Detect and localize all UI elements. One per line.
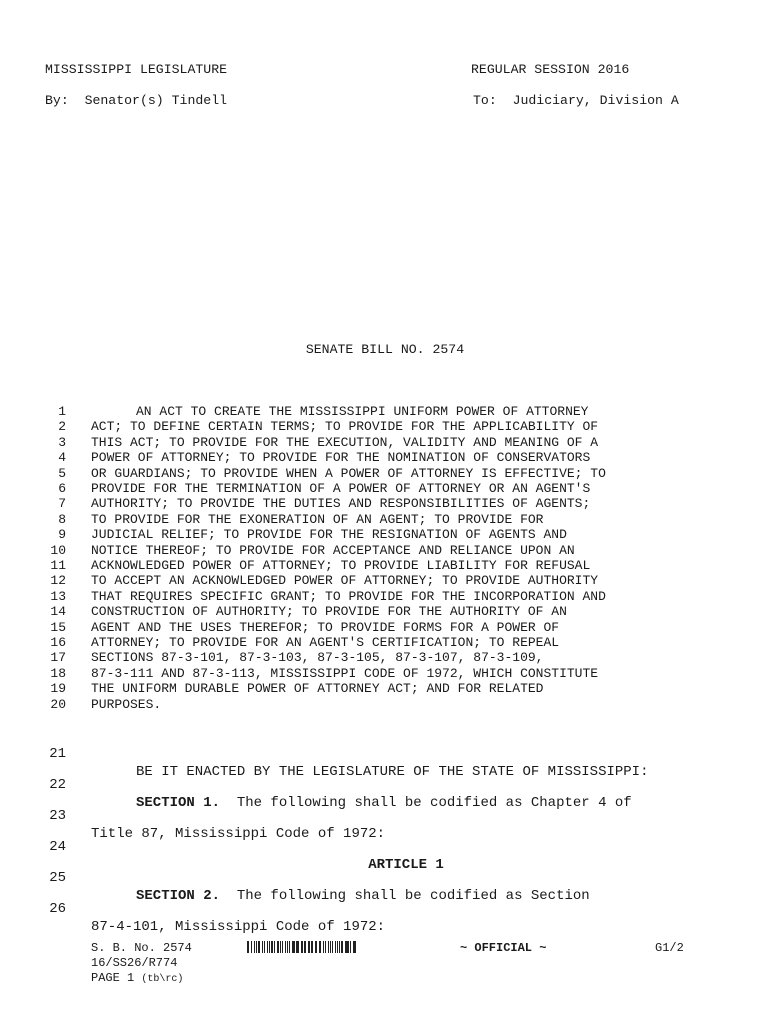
bill-title: SENATE BILL NO. 2574 bbox=[305, 342, 465, 357]
barcode-bar bbox=[293, 941, 295, 953]
line-text: THAT REQUIRES SPECIFIC GRANT; TO PROVIDE FOR THE INCORPORATION AND bbox=[91, 588, 606, 604]
line-text: AN ACT TO CREATE THE MISSISSIPPI UNIFORM POWER OF ATTORNEY bbox=[136, 404, 589, 419]
line-number: 24 bbox=[49, 839, 66, 855]
title-line bbox=[40, 450, 720, 465]
line-number: 22 bbox=[49, 777, 66, 793]
page-footer bbox=[91, 941, 192, 987]
title-line bbox=[40, 512, 720, 527]
line-number: 25 bbox=[49, 870, 66, 886]
line-text: NOTICE THEREOF; TO PROVIDE FOR ACCEPTANCE AND RELIANCE UPON AN bbox=[91, 542, 575, 558]
section-2-cont bbox=[40, 882, 730, 935]
barcode-bar bbox=[271, 941, 273, 953]
line-text: ACKNOWLEDGED POWER OF ATTORNEY; TO PROVIDE LIABILITY FOR REFUSAL bbox=[91, 558, 591, 573]
barcode-bar bbox=[296, 941, 299, 953]
section-1-cont bbox=[40, 789, 730, 842]
title-line bbox=[40, 466, 720, 481]
line-text: POWER OF ATTORNEY; TO PROVIDE FOR THE NOMINATION OF CONSERVATORS bbox=[91, 450, 591, 466]
barcode-bar bbox=[277, 941, 280, 953]
barcode-bar bbox=[328, 941, 329, 953]
barcode-bar bbox=[274, 941, 275, 953]
barcode-bar bbox=[287, 941, 288, 953]
barcode-bar bbox=[325, 941, 327, 953]
section-heading: SECTION 1. bbox=[136, 795, 221, 811]
section-text: The following shall be codified as Section bbox=[220, 888, 590, 904]
line-number: 3 bbox=[58, 434, 66, 450]
barcode-bar bbox=[302, 941, 303, 953]
line-text: TO PROVIDE FOR THE EXONERATION OF AN AGENT; TO PROVIDE FOR bbox=[91, 511, 544, 527]
footer-page-number: PAGE 1 bbox=[91, 971, 135, 985]
line-text: 87-4-101, Mississippi Code of 1972: bbox=[91, 919, 386, 935]
line-text: TO ACCEPT AN ACKNOWLEDGED POWER OF ATTORNEY; TO PROVIDE AUTHORITY bbox=[91, 573, 599, 589]
barcode-icon bbox=[247, 941, 357, 953]
section-heading: SECTION 2. bbox=[136, 888, 221, 904]
line-text: ATTORNEY; TO PROVIDE FOR AN AGENT'S CERTIFICATION; TO REPEAL bbox=[91, 635, 560, 650]
article-heading: ARTICLE 1 bbox=[368, 857, 444, 873]
line-number: 16 bbox=[50, 635, 66, 650]
line-text: Title 87, Mississippi Code of 1972: bbox=[91, 826, 386, 842]
footer-typist: (tb\rc) bbox=[141, 974, 184, 985]
barcode-bar bbox=[350, 941, 351, 953]
line-number: 12 bbox=[50, 573, 66, 589]
barcode-bar bbox=[256, 941, 257, 953]
page-id: G1/2 bbox=[655, 941, 684, 955]
barcode-bar bbox=[289, 941, 290, 953]
barcode-bar bbox=[335, 941, 336, 953]
barcode-bar bbox=[311, 941, 313, 953]
line-text: CONSTRUCTION OF AUTHORITY; TO PROVIDE FOR THE AUTHORITY OF AN bbox=[91, 604, 567, 620]
barcode-bar bbox=[341, 941, 343, 953]
barcode-bar bbox=[267, 941, 268, 953]
footer-page bbox=[91, 971, 192, 987]
line-number: 5 bbox=[58, 465, 66, 481]
article-heading-line bbox=[40, 820, 730, 873]
title-line bbox=[40, 681, 720, 696]
title-line bbox=[40, 635, 720, 650]
line-number: 15 bbox=[50, 619, 66, 635]
title-line bbox=[40, 481, 720, 496]
barcode-bar bbox=[264, 941, 266, 953]
title-line bbox=[40, 527, 720, 542]
committee-line: To: Judiciary, Division A bbox=[473, 93, 679, 108]
title-line bbox=[40, 650, 720, 665]
line-text: BE IT ENACTED BY THE LEGISLATURE OF THE STATE OF MISSISSIPPI: bbox=[136, 764, 649, 780]
line-text: PURPOSES. bbox=[91, 696, 162, 712]
line-text: AGENT AND THE USES THEREFOR; TO PROVIDE FORMS FOR A POWER OF bbox=[91, 619, 560, 635]
line-text: AUTHORITY; TO PROVIDE THE DUTIES AND RESPONSIBILITIES OF AGENTS; bbox=[91, 496, 591, 512]
title-line bbox=[40, 697, 720, 712]
barcode-bar bbox=[258, 941, 261, 953]
enacting-clause bbox=[40, 727, 730, 780]
title-line bbox=[40, 404, 720, 419]
title-line bbox=[40, 573, 720, 588]
footer-bill-number: S. B. No. 2574 bbox=[91, 941, 192, 955]
line-number: 4 bbox=[58, 450, 66, 466]
line-number: 19 bbox=[50, 681, 66, 697]
line-number: 11 bbox=[50, 558, 66, 573]
line-number: 2 bbox=[58, 419, 66, 435]
barcode-bar bbox=[346, 941, 349, 953]
line-number: 10 bbox=[50, 542, 66, 558]
barcode-bar bbox=[304, 941, 306, 953]
barcode-bar bbox=[354, 941, 356, 953]
line-text: THE UNIFORM DURABLE POWER OF ATTORNEY ACT; AND FOR RELATED bbox=[91, 681, 544, 697]
title-line bbox=[40, 666, 720, 681]
line-text: 87-3-111 AND 87-3-113, MISSISSIPPI CODE OF 1972, WHICH CONSTITUTE bbox=[91, 665, 599, 681]
barcode-bar bbox=[280, 941, 281, 953]
line-number: 20 bbox=[50, 696, 66, 712]
legislature-name: MISSISSIPPI LEGISLATURE bbox=[45, 62, 228, 77]
line-number: 13 bbox=[50, 588, 66, 604]
barcode-bar bbox=[282, 941, 283, 953]
footer-code: 16/SS26/R774 bbox=[91, 956, 178, 970]
title-line bbox=[40, 496, 720, 511]
section-text: The following shall be codified as Chapter 4 of bbox=[220, 795, 632, 811]
barcode-bar bbox=[332, 941, 334, 953]
section-2-line bbox=[40, 851, 730, 904]
line-number: 6 bbox=[58, 481, 66, 496]
title-line bbox=[40, 543, 720, 558]
section-1-line bbox=[40, 758, 730, 811]
line-text: SECTIONS 87-3-101, 87-3-103, 87-3-105, 87-3-107, 87-3-109, bbox=[91, 650, 544, 666]
title-line bbox=[40, 558, 720, 573]
title-line bbox=[40, 620, 720, 635]
line-number: 18 bbox=[50, 665, 66, 681]
title-line bbox=[40, 604, 720, 619]
session-label: REGULAR SESSION 2016 bbox=[471, 62, 630, 77]
barcode-bar bbox=[251, 941, 253, 953]
title-line bbox=[40, 419, 720, 434]
barcode-bar bbox=[319, 941, 322, 953]
barcode-bar bbox=[248, 941, 249, 953]
line-number: 23 bbox=[49, 808, 66, 824]
line-text: PROVIDE FOR THE TERMINATION OF A POWER OF ATTORNEY OR AN AGENT'S bbox=[91, 481, 591, 496]
line-number: 1 bbox=[58, 404, 66, 419]
title-line bbox=[40, 589, 720, 604]
line-text: THIS ACT; TO PROVIDE FOR THE EXECUTION, VALIDITY AND MEANING OF A bbox=[91, 434, 599, 450]
line-number: 9 bbox=[58, 527, 66, 543]
sponsor-line: By: Senator(s) Tindell bbox=[45, 93, 228, 108]
barcode-bar bbox=[309, 941, 310, 953]
barcode-bar bbox=[339, 941, 340, 953]
line-text: ACT; TO DEFINE CERTAIN TERMS; TO PROVIDE FOR THE APPLICABILITY OF bbox=[91, 419, 599, 435]
line-number: 17 bbox=[50, 650, 66, 666]
line-number: 26 bbox=[49, 901, 66, 917]
title-line bbox=[40, 435, 720, 450]
barcode-bar bbox=[316, 941, 317, 953]
line-text: JUDICIAL RELIEF; TO PROVIDE FOR THE RESIGNATION OF AGENTS AND bbox=[91, 527, 567, 543]
line-text: OR GUARDIANS; TO PROVIDE WHEN A POWER OF ATTORNEY IS EFFECTIVE; TO bbox=[91, 465, 606, 481]
line-number: 8 bbox=[58, 511, 66, 527]
official-label: ~ OFFICIAL ~ bbox=[460, 941, 547, 955]
line-number: 14 bbox=[50, 604, 66, 620]
line-number: 21 bbox=[49, 746, 66, 762]
line-number: 7 bbox=[58, 496, 66, 512]
